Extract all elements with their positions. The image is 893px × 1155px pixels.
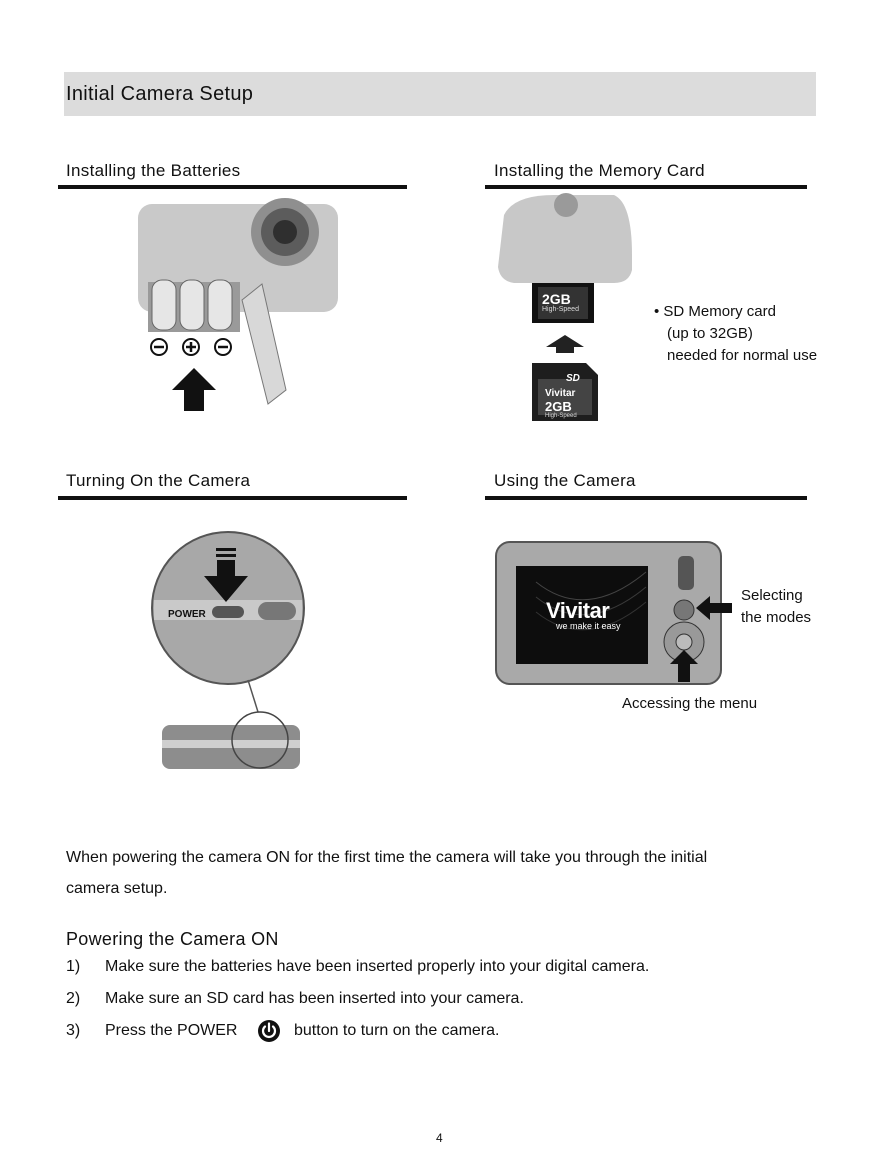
step-text-before: Press the POWER: [105, 1022, 238, 1039]
battery-plus-icon: [183, 339, 199, 355]
card-speed-label: High-Speed: [545, 413, 577, 419]
bullet-line: needed for normal use: [667, 347, 818, 364]
battery-minus-icon: [215, 339, 231, 355]
section-rule: [58, 496, 407, 500]
screen-brand: Vivitar: [546, 598, 610, 623]
arrow-up-icon: [546, 335, 584, 353]
powering-title: Powering the Camera ON: [66, 929, 279, 949]
card-sd-mark: SD: [566, 373, 580, 384]
modes-label-line: the modes: [741, 609, 812, 626]
section-title-memory-card: Installing the Memory Card: [494, 161, 705, 180]
step-number: 3): [66, 1022, 81, 1039]
modes-label-line: Selecting: [741, 587, 803, 604]
step-number: 2): [66, 990, 81, 1007]
bullet-line: SD Memory card: [663, 303, 776, 320]
power-icon: [257, 1019, 281, 1043]
battery-minus-icon: [151, 339, 167, 355]
modes-label: [741, 585, 811, 629]
bullet-dot: •: [654, 303, 664, 320]
camera-back-illustration: [496, 542, 736, 687]
step-number: 1): [66, 958, 81, 975]
card-capacity-label: 2GB: [545, 399, 572, 414]
section-rule: [58, 185, 407, 189]
menu-label: Accessing the menu: [622, 695, 758, 712]
page-number: 4: [436, 1131, 443, 1145]
card-brand-label: Vivitar: [545, 388, 576, 399]
card-speed-label: High-Speed: [542, 306, 579, 313]
step-text-after: button to turn on the camera.: [294, 1022, 500, 1039]
bullet-line: (up to 32GB): [667, 325, 753, 342]
memory-card-bullet: [654, 301, 817, 367]
screen-tagline: we make it easy: [556, 621, 621, 631]
section-title-batteries: Installing the Batteries: [66, 161, 241, 180]
power-button-illustration: [150, 530, 305, 780]
step-text: Make sure an SD card has been inserted into your camera.: [105, 990, 524, 1007]
card-capacity-label: 2GB: [542, 291, 571, 307]
power-label: POWER: [168, 609, 206, 620]
section-rule: [485, 185, 807, 189]
intro-line-2: camera setup.: [66, 880, 168, 897]
section-title-using: Using the Camera: [494, 471, 636, 490]
page-heading: Initial Camera Setup: [66, 83, 254, 105]
step-text: Make sure the batteries have been inserted properly into your digital camera.: [105, 958, 650, 975]
section-rule: [485, 496, 807, 500]
arrow-up-icon: [172, 368, 216, 411]
section-title-turning-on: Turning On the Camera: [66, 471, 251, 490]
battery-installation-illustration: [130, 200, 350, 415]
intro-line-1: When powering the camera ON for the first time the camera will take you through the initial: [66, 849, 708, 866]
